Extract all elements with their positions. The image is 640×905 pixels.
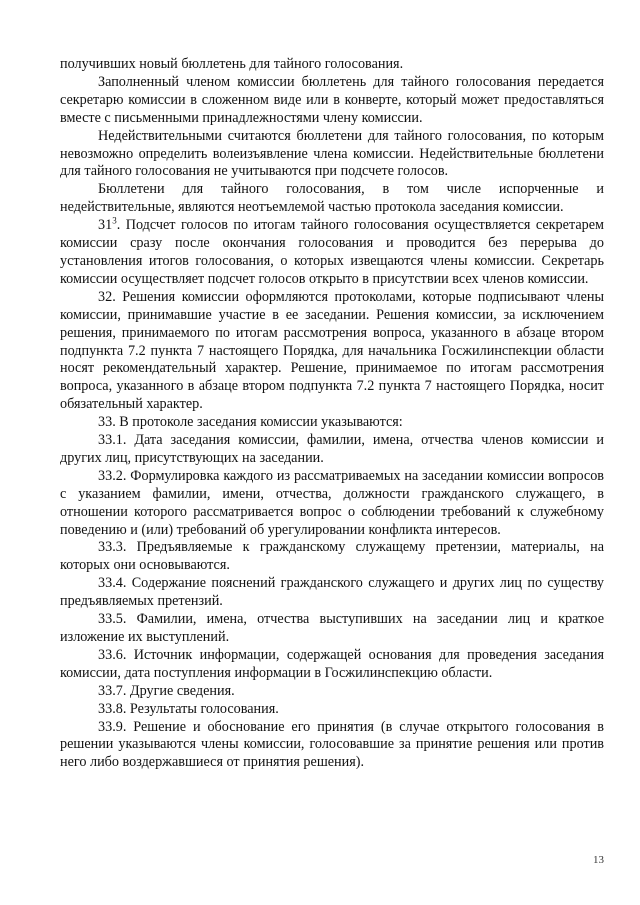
paragraph-33-6: 33.6. Источник информации, содержащей основания для проведения заседания комиссии, дата поступления информации в Госжилинспекцию области. — [60, 646, 604, 681]
paragraph-33: 33. В протоколе заседания комиссии указываются: — [98, 414, 403, 431]
page-number: 13 — [593, 854, 604, 866]
document-page — [60, 56, 604, 772]
paragraph-33-9: 33.9. Решение и обоснование его принятия (в случае открытого голосования в решении указываются члены комиссии, голосовавшие за принятие решения или против него либо воздержавшиеся от принятия решения). — [60, 718, 604, 771]
paragraph-33-8: 33.8. Результаты голосования. — [98, 700, 279, 717]
paragraph-33-4: 33.4. Содержание пояснений гражданского служащего и других лиц по существу предъявляемых претензий. — [60, 575, 604, 610]
paragraph-33-1: 33.1. Дата заседания комиссии, фамилии, имена, отчества членов комиссии и других лиц, присутствующих на заседании. — [60, 432, 604, 466]
paragraph-33-3: 33.3. Предъявляемые к гражданскому служащему претензии, материалы, на которых они основываются. — [60, 539, 604, 574]
item-superscript: 3 — [112, 215, 117, 226]
paragraph-continuation: получивших новый бюллетень для тайного голосования. — [60, 56, 404, 72]
item-number: 31 — [98, 217, 113, 234]
paragraph-33-2: 33.2. Формулировка каждого из рассматриваемых на заседании комиссии вопросов с указанием фамилии, имени, отчества, должности гражданского служащего, в отношении которого рассматривается вопрос о соблюдении требований к служебному поведению и (или) требований об урегулировании конфликта интересов. — [60, 467, 604, 538]
paragraph-invalid-ballots: Недействительными считаются бюллетени для тайного голосования, по которым невозможно определить волеизъявление члена комиссии. Недействительные бюллетени для тайного голосования не учитываются при подсчете голосов. — [60, 127, 604, 180]
paragraph-33-7: 33.7. Другие сведения. — [98, 682, 235, 699]
paragraph-ballot-handover: Заполненный членом комиссии бюллетень для тайного голосования передается секретарю комиссии в сложенном виде или в конверте, который может предоставляться вместе с письменными принадлежностями члену комиссии. — [60, 73, 604, 126]
paragraph-33-5: 33.5. Фамилии, имена, отчества выступивших на заседании лиц и краткое изложение их выступлений. — [60, 611, 604, 645]
paragraph-text: . Подсчет голосов по итогам тайного голосования осуществляется секретарем комиссии сразу после окончания голосования и проводится без перерыва до установления итогов голосования, о которых извещаются члены комиссии. Секретарь комиссии осуществляет подсчет голосов открыто в присутствии всех членов комиссии. — [60, 217, 604, 287]
paragraph-31-3 — [60, 217, 604, 289]
paragraph-32: 32. Решения комиссии оформляются протоколами, которые подписывают члены комиссии, принимавшие участие в ее заседании. Решения комиссии, за исключением решения, принимаемого по итогам рассмотрения вопроса, указанного в абзаце втором подпункта 7.2 пункта 7 настоящего Порядка, для начальника Госжилинспекции области носят рекомендательный характер. Решение, принимаемое по итогам рассмотрения вопроса, указанного в абзаце втором подпункта 7.2 пункта 7 настоящего Порядка, носит обязательный характер. — [60, 288, 604, 413]
paragraph-ballots-part-of-protocol: Бюллетени для тайного голосования, в том числе испорченные и недействительные, являются неотъемлемой частью протокола заседания комиссии. — [60, 181, 604, 216]
